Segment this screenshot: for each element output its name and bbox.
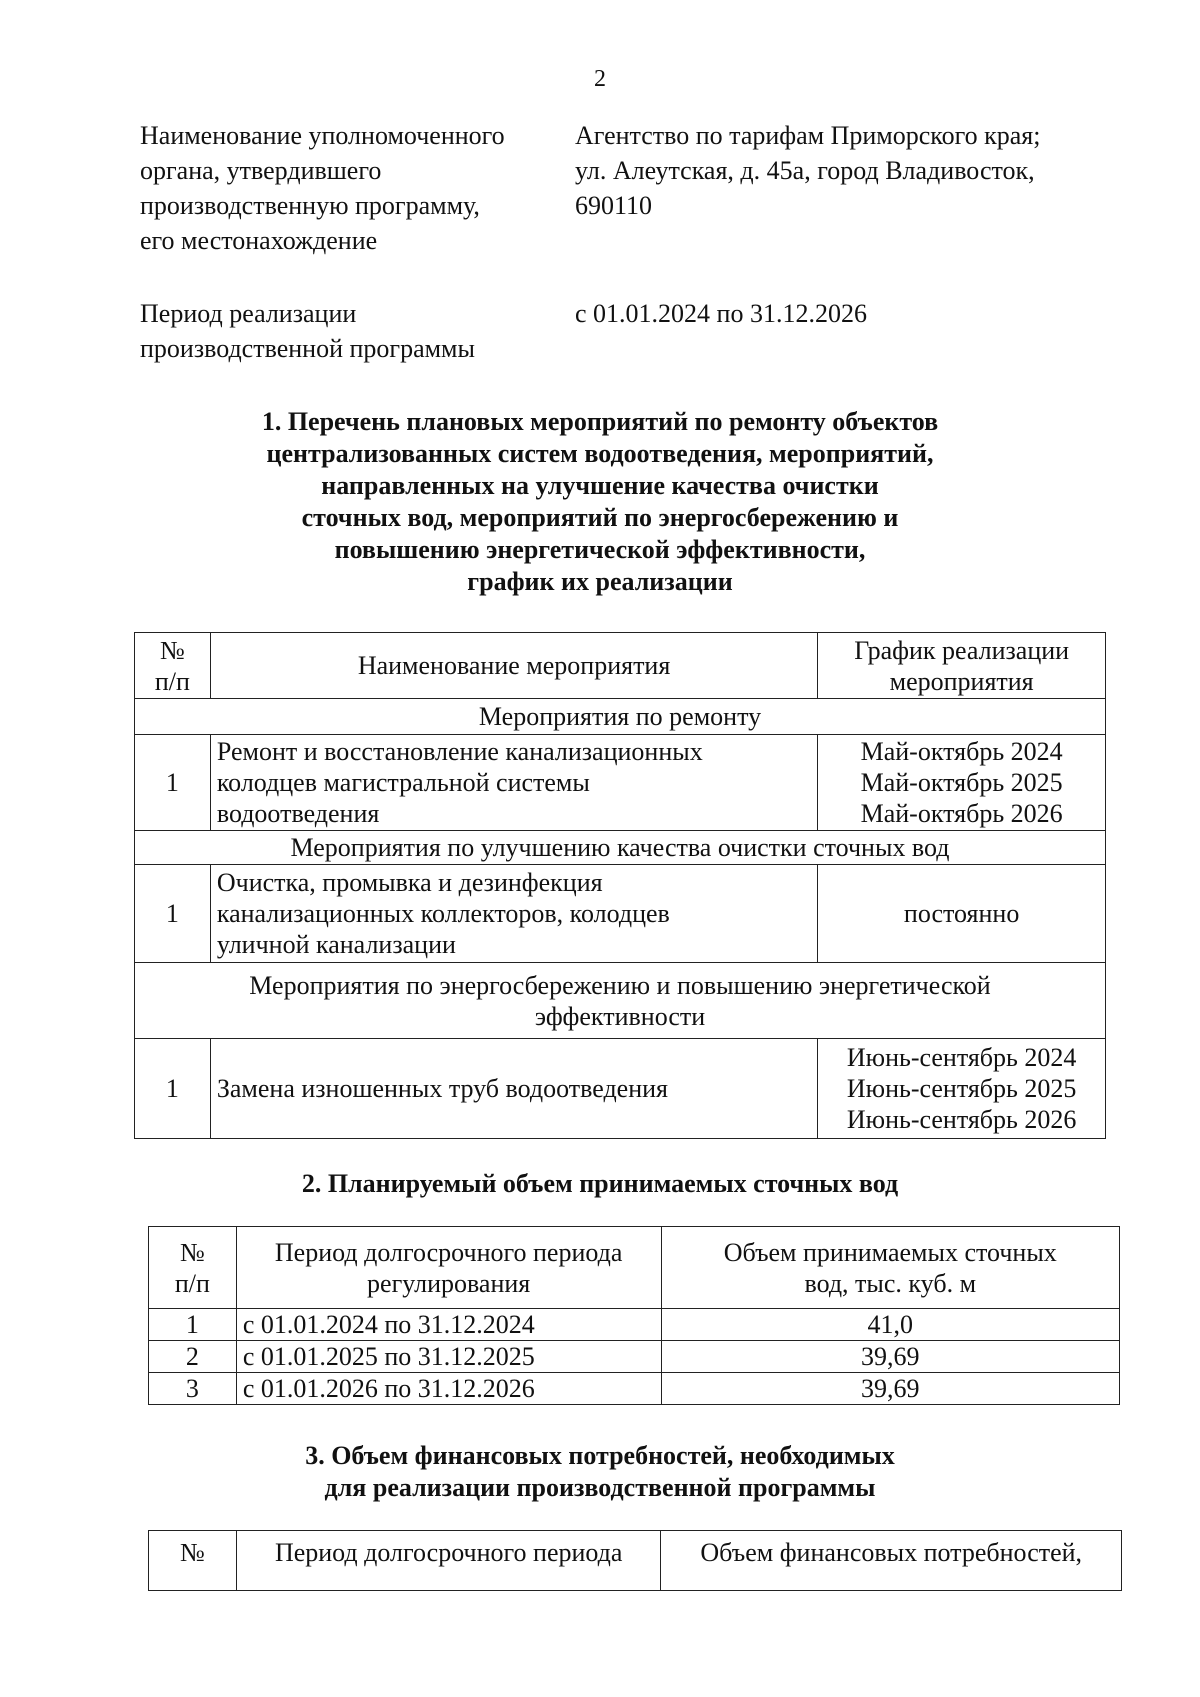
row-schedule — [818, 735, 1106, 831]
row-schedule-line: постоянно — [903, 899, 1020, 928]
row-period: с 01.01.2026 по 31.12.2026 — [236, 1373, 661, 1405]
header-volume: Объем финансовых потребностей, — [661, 1531, 1122, 1591]
authority-value-line: 690110 — [575, 191, 653, 220]
table-header-row — [135, 633, 1106, 699]
period-value — [575, 296, 1095, 331]
table-row — [135, 865, 1106, 963]
activities-table — [134, 632, 1106, 1139]
authority-label-line: Наименование уполномоченного — [140, 121, 505, 150]
group-row — [135, 963, 1106, 1039]
row-schedule — [818, 865, 1106, 963]
group-title-line: эффективности — [534, 1001, 706, 1031]
table-row — [149, 1341, 1120, 1373]
wastewater-volume-table — [148, 1226, 1120, 1405]
header-num: № — [149, 1531, 237, 1591]
header-num-line: п/п — [154, 666, 190, 696]
row-schedule-line: Май-октябрь 2026 — [860, 799, 1063, 828]
group-title-line: Мероприятия по энергосбережению и повышению энергетической — [249, 970, 991, 1000]
row-schedule-line: Июнь-сентябрь 2025 — [846, 1074, 1077, 1103]
header-schedule-line: мероприятия — [889, 666, 1034, 696]
period-label-line: Период реализации — [140, 299, 357, 328]
header-period — [236, 1227, 661, 1309]
table-header-row — [149, 1227, 1120, 1309]
table-row — [135, 735, 1106, 831]
authority-value-line: ул. Алеутская, д. 45а, город Владивосток, — [575, 156, 1035, 185]
row-schedule-line: Июнь-сентябрь 2026 — [846, 1105, 1077, 1134]
row-name: Замена изношенных труб водоотведения — [210, 1039, 817, 1139]
row-name — [210, 865, 817, 963]
authority-value — [575, 118, 1095, 223]
period-label-line: производственной программы — [140, 334, 475, 363]
authority-value-line: Агентство по тарифам Приморского края; — [575, 121, 1041, 150]
row-num: 3 — [149, 1373, 237, 1405]
row-name-line: уличной канализации — [216, 930, 456, 959]
section2-title: 2. Планируемый объем принимаемых сточных вод — [301, 1169, 899, 1198]
header-num-line: № — [160, 635, 185, 665]
section1-title-line: 1. Перечень плановых мероприятий по ремонту объектов — [261, 407, 939, 436]
group-title — [135, 963, 1106, 1039]
row-schedule — [818, 1039, 1106, 1139]
authority-label — [140, 118, 560, 258]
section1-title-line: централизованных систем водоотведения, мероприятий, — [266, 439, 934, 468]
section1-title-line: график их реализации — [467, 567, 733, 596]
authority-label-line: его местонахождение — [140, 226, 378, 255]
row-schedule-line: Май-октябрь 2025 — [860, 768, 1063, 797]
section3-title-line: для реализации производственной программы — [324, 1473, 876, 1502]
row-name-line: Очистка, промывка и дезинфекция — [216, 868, 603, 897]
row-volume: 39,69 — [661, 1341, 1119, 1373]
row-period: с 01.01.2025 по 31.12.2025 — [236, 1341, 661, 1373]
header-num-line: № — [180, 1237, 205, 1267]
table-row — [135, 1039, 1106, 1139]
row-schedule-line: Май-октябрь 2024 — [860, 737, 1063, 766]
table-header-row — [149, 1531, 1122, 1591]
authority-label-line: производственную программу, — [140, 191, 480, 220]
section1-title-line: направленных на улучшение качества очистки — [321, 471, 879, 500]
period-label — [140, 296, 560, 366]
row-name-line: канализационных коллекторов, колодцев — [216, 899, 670, 928]
section3-title — [0, 1440, 1200, 1504]
row-volume: 39,69 — [661, 1373, 1119, 1405]
row-num: 1 — [135, 1039, 211, 1139]
header-period-line: Период долгосрочного периода — [274, 1237, 623, 1267]
header-name: Наименование мероприятия — [210, 633, 817, 699]
row-name-line: Ремонт и восстановление канализационных — [216, 737, 703, 766]
table-row — [149, 1373, 1120, 1405]
group-title: Мероприятия по улучшению качества очистки сточных вод — [135, 831, 1106, 865]
row-name — [210, 735, 817, 831]
header-num-line: п/п — [174, 1268, 210, 1298]
header-volume — [661, 1227, 1119, 1309]
header-period-line: регулирования — [367, 1268, 531, 1298]
header-num — [149, 1227, 237, 1309]
section3-title-line: 3. Объем финансовых потребностей, необходимых — [305, 1441, 895, 1470]
row-name-line: водоотведения — [216, 799, 380, 828]
row-period: с 01.01.2024 по 31.12.2024 — [236, 1309, 661, 1341]
section1-title-line: повышению энергетической эффективности, — [334, 535, 866, 564]
group-row — [135, 831, 1106, 865]
page-number: 2 — [594, 66, 606, 92]
authority-label-line: органа, утвердившего — [140, 156, 382, 185]
header-volume-line: Объем принимаемых сточных — [723, 1237, 1057, 1267]
row-num: 1 — [135, 735, 211, 831]
group-title: Мероприятия по ремонту — [135, 699, 1106, 735]
row-num: 1 — [149, 1309, 237, 1341]
header-num — [135, 633, 211, 699]
row-volume: 41,0 — [661, 1309, 1119, 1341]
row-num: 1 — [135, 865, 211, 963]
row-schedule-line: Июнь-сентябрь 2024 — [846, 1043, 1077, 1072]
header-period: Период долгосрочного периода — [236, 1531, 661, 1591]
period-value-line: с 01.01.2024 по 31.12.2026 — [575, 299, 867, 328]
header-schedule — [818, 633, 1106, 699]
section1-title — [0, 406, 1200, 598]
group-row — [135, 699, 1106, 735]
row-name-line: колодцев магистральной системы — [216, 768, 590, 797]
header-volume-line: вод, тыс. куб. м — [804, 1268, 977, 1298]
section1-title-line: сточных вод, мероприятий по энергосбережению и — [301, 503, 899, 532]
row-num: 2 — [149, 1341, 237, 1373]
financial-needs-table — [148, 1530, 1122, 1591]
table-row — [149, 1309, 1120, 1341]
header-schedule-line: График реализации — [854, 635, 1070, 665]
